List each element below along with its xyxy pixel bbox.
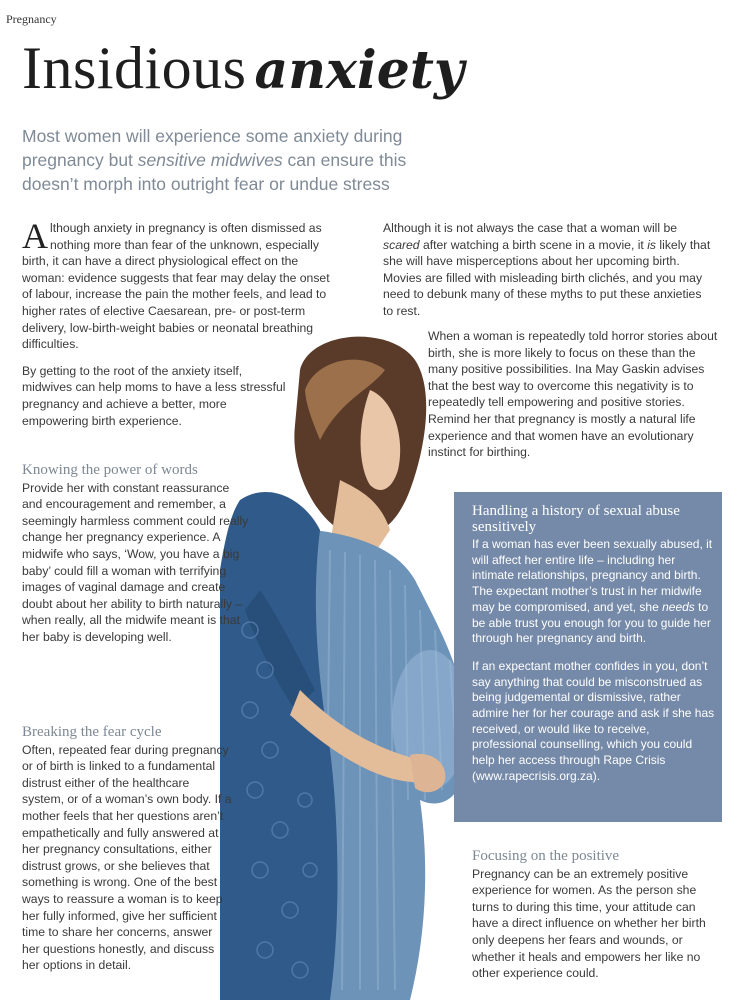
power-of-words-text: Provide her with constant reassurance and encouragement and remember, a seemingly harmless comment could really change her pregnancy experience. A midwife who says, ‘Wow, you have a big baby’ could fill a woman with terrifying images of vaginal damage and create doubt about her ability to birth naturally – when really, all the midwife meant is that her baby is developing well.	[22, 480, 249, 644]
right-column-top	[383, 220, 713, 330]
standfirst	[22, 124, 462, 196]
sidebar-paragraph-2: If an expectant mother confides in you, don’t say anything that could be misconstrued as being judgemental or dismissive, rather admire her for her courage and ask if she has received, or would like to receive, professional counselling, which you could help her access through Rape Crisis (www.rapecrisis.org.za).	[472, 658, 715, 783]
positive-text: Pregnancy can be an extremely positive experience for women. As the person she turns to during this time, your attitude can have a direct influence on whether her birth only deepens her fears and wounds, or whether it heals and empowers her like no other experience could.	[472, 866, 706, 981]
movies-emphasis-2: is	[647, 237, 657, 252]
sidebar-paragraph-1	[472, 537, 717, 647]
movies-emphasis-1: scared	[383, 237, 420, 252]
intro-paragraph-1	[22, 216, 340, 353]
fear-cycle-heading: Breaking the fear cycle	[22, 724, 162, 740]
horror-stories-text: When a woman is repeatedly told horror stories about birth, she is more likely to focus on these than the many positive possibilities. Ina May Gaskin advises that the best way to overcome this negativity is to repeatedly tell empowering and positive stories. Remind her that pregnancy is mostly a natural life experience and that women have an evolutionary instinct for birthing.	[428, 329, 718, 460]
movies-paragraph	[383, 220, 713, 320]
positive-heading: Focusing on the positive	[472, 848, 620, 864]
movies-text-a: Although it is not always the case that a woman will be	[383, 221, 678, 235]
power-of-words-heading: Knowing the power of words	[22, 462, 198, 478]
sidebar-text-b: to be able trust you enough for you to guide her through her pregnancy and birth.	[472, 599, 711, 646]
intro-column	[22, 216, 340, 439]
fear-cycle-text: Often, repeated fear during pregnancy or of birth is linked to a fundamental distrust either of the healthcare system, or of a woman’s own body. If a mother feels that her questions aren’t empathetically and fully answered at her pregnancy consultations, either distrust grows, or she believes that something is wrong. One of the best ways to reassure a woman is to keep her fully informed, give her sufficient time to share her concerns, answer her questions honestly, and discuss her options in detail.	[22, 742, 232, 973]
sidebar-content	[472, 503, 717, 797]
drop-cap: A	[22, 216, 48, 256]
title-main: Insidious	[22, 35, 247, 101]
movies-text-b: after watching a birth scene in a movie, it	[419, 237, 648, 252]
standfirst-emphasis: sensitive midwives	[137, 150, 283, 170]
sidebar-emphasis: needs	[662, 599, 695, 614]
standfirst-text-end: can ensure this doesn’t morph into outright fear or undue stress	[22, 150, 407, 194]
section-label: Pregnancy	[6, 12, 57, 26]
fear-cycle-section	[22, 724, 232, 984]
power-of-words-section	[22, 462, 252, 656]
sidebar-text-a: If a woman has ever been sexually abused, it will affect her entire life – including her intimate relationships, pregnancy and birth. The expectant mother’s trust in her midwife may be compromised, and yet, she	[472, 537, 713, 614]
intro-paragraph-1-text: lthough anxiety in pregnancy is often dismissed as nothing more than fear of the unknown, especially birth, it can have a direct physiological effect on the woman: evidence suggests that fear may delay the onset of labour, increase the pain the mother feels, and lead to higher rates of elective Caesarean, pre- or post-term delivery, low-birth-weight babies or neonatal breathing difficulties.	[22, 221, 330, 352]
title-script: anxiety	[254, 40, 465, 101]
standfirst-text: Most women will experience some anxiety during pregnancy but	[22, 126, 403, 170]
movies-text-c: likely that she will have misperceptions about her upcoming birth. Movies are filled with misleading birth clichés, and you may need to debunk many of these myths to put these anxieties to rest.	[383, 237, 711, 318]
horror-stories-paragraph	[428, 328, 728, 471]
intro-paragraph-2: By getting to the root of the anxiety itself, midwives can help moms to have a less stressful pregnancy and achieve a better, more empowering birth experience.	[22, 363, 286, 428]
article-title	[22, 35, 465, 101]
sidebar-heading: Handling a history of sexual abuse sensitively	[472, 503, 680, 535]
positive-section	[472, 848, 722, 992]
